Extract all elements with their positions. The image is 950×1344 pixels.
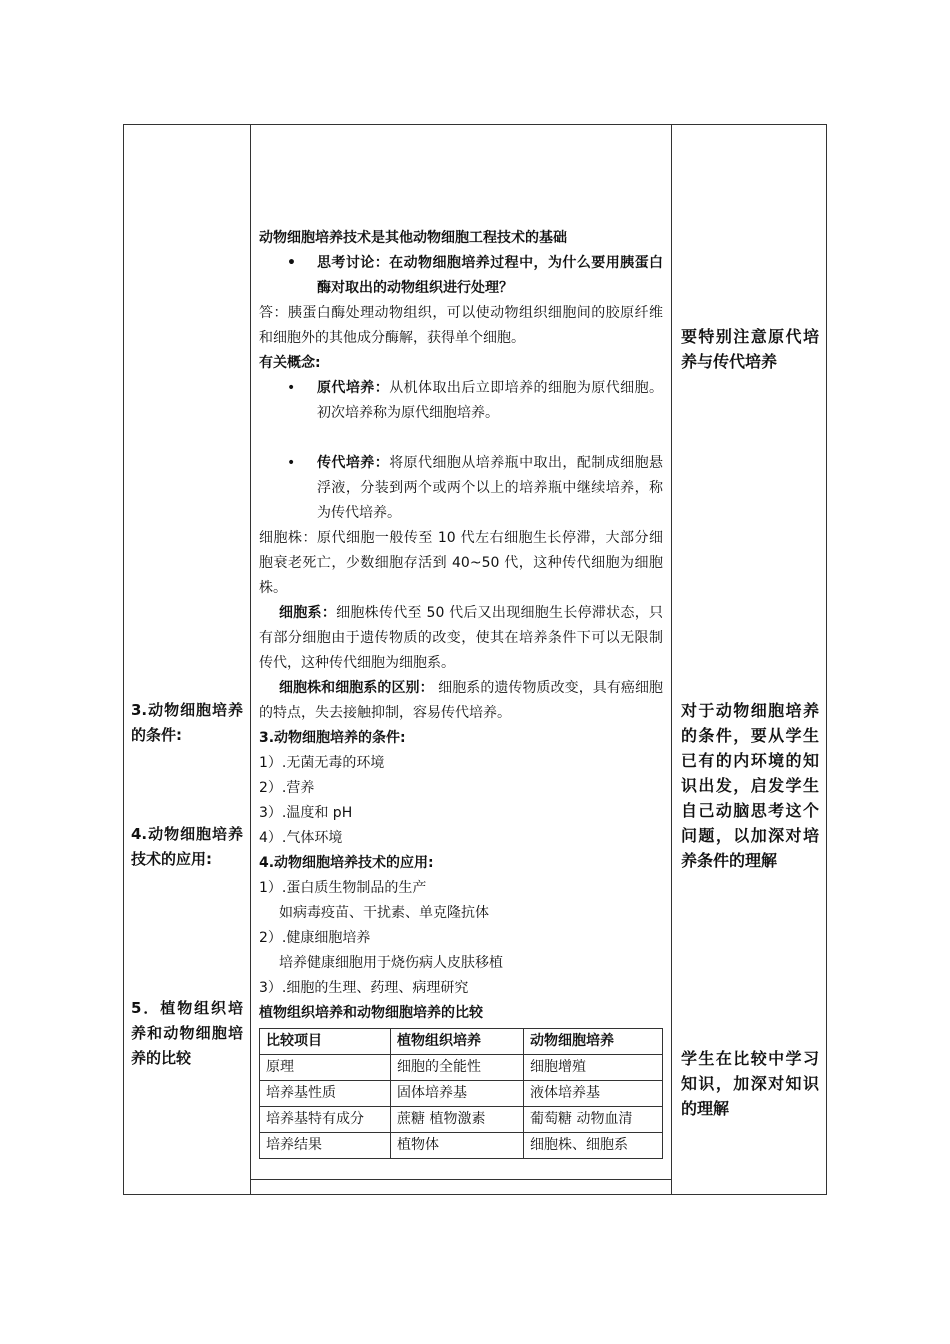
- intro-line: 动物细胞培养技术是其他动物细胞工程技术的基础: [259, 230, 567, 246]
- difference-term: 细胞株和细胞系的区别：: [279, 680, 434, 696]
- teaching-note-2: 对于动物细胞培养的条件，要从学生已有的内环境的知识出发，启发学生自己动脑思考这个问题，以加深对培养条件的理解: [681, 701, 819, 870]
- discussion-bullet: [259, 251, 663, 301]
- table-cell: 葡萄糖 动物血清: [524, 1107, 663, 1133]
- bullet-icon: •: [287, 455, 296, 471]
- table-cell: 固体培养基: [391, 1081, 524, 1107]
- condition-item: 4）.气体环境: [259, 830, 343, 846]
- primary-culture-term: 原代培养：: [317, 380, 390, 396]
- table-row: [260, 1133, 663, 1159]
- table-header-cell: 植物组织培养: [391, 1029, 524, 1055]
- passage-culture-term: 传代培养：: [317, 455, 390, 471]
- primary-culture-text: 从机体取出后立即培养的细胞为原代细胞。初次培养称为原代细胞培养。: [317, 380, 664, 421]
- column-divider: [250, 124, 251, 1195]
- table-cell: 液体培养基: [524, 1081, 663, 1107]
- application-item: 2）.健康细胞培养: [259, 930, 371, 946]
- cell-bottom-rule: [251, 1179, 671, 1180]
- column-divider: [671, 124, 672, 1195]
- table-cell: 培养结果: [260, 1133, 391, 1159]
- table-cell: 培养基性质: [260, 1081, 391, 1107]
- discussion-text: 思考讨论：在动物细胞培养过程中，为什么要用胰蛋白酶对取出的动物组织进行处理？: [317, 255, 663, 296]
- conditions-title: 3.动物细胞培养的条件:: [259, 730, 406, 746]
- table-cell: 原理: [260, 1055, 391, 1081]
- table-cell: 蔗糖 植物激素: [391, 1107, 524, 1133]
- comparison-table: [259, 1028, 663, 1159]
- condition-item: 2）.营养: [259, 780, 315, 796]
- teaching-note-3: 学生在比较中学习知识，加深对知识的理解: [681, 1049, 819, 1118]
- table-header-row: [260, 1029, 663, 1055]
- cell-strain-text: 细胞株：原代细胞一般传至 10 代左右细胞生长停滞，大部分细胞衰老死亡，少数细胞存活到 40~50 代，这种传代细胞为细胞株。: [259, 530, 663, 596]
- condition-item: 3）.温度和 pH: [259, 805, 353, 821]
- application-item: 3）.细胞的生理、药理、病理研究: [259, 980, 469, 996]
- answer-text: 答：胰蛋白酶处理动物组织，可以使动物组织细胞间的胶原纤维和细胞外的其他成分酶解，获得单个细胞。: [259, 305, 663, 346]
- section-3-heading: 3.动物细胞培养的条件:: [131, 701, 243, 744]
- table-row: [260, 1107, 663, 1133]
- cell-line-paragraph: [259, 601, 663, 676]
- table-header-cell: 比较项目: [260, 1029, 391, 1055]
- difference-paragraph: [259, 676, 663, 726]
- passage-culture-text: 将原代细胞从培养瓶中取出，配制成细胞悬浮液，分装到两个或两个以上的培养瓶中继续培养，称为传代培养。: [317, 455, 664, 521]
- table-cell: 细胞的全能性: [391, 1055, 524, 1081]
- condition-item: 1）.无菌无毒的环境: [259, 755, 385, 771]
- main-content: [259, 226, 663, 1159]
- table-cell: 细胞增殖: [524, 1055, 663, 1081]
- concepts-title: 有关概念:: [259, 355, 321, 371]
- primary-culture-bullet: [259, 376, 663, 426]
- application-detail: 如病毒疫苗、干扰素、单克隆抗体: [279, 905, 489, 921]
- table-cell: 细胞株、细胞系: [524, 1133, 663, 1159]
- application-detail: 培养健康细胞用于烧伤病人皮肤移植: [279, 955, 503, 971]
- passage-culture-bullet: [259, 451, 663, 526]
- table-row: [260, 1081, 663, 1107]
- table-cell: 植物体: [391, 1133, 524, 1159]
- section-5-heading: 5．植物组织培养和动物细胞培养的比较: [131, 999, 243, 1067]
- table-cell: 培养基特有成分: [260, 1107, 391, 1133]
- difference-text: 细胞系的遗传物质改变，具有癌细胞的特点，失去接触抑制，容易传代培养。: [259, 680, 664, 721]
- cell-line-text: 细胞株传代至 50 代后又出现细胞生长停滞状态，只有部分细胞由于遗传物质的改变，使其在培养条件下可以无限制传代，这种传代细胞为细胞系。: [259, 605, 663, 671]
- table-header-cell: 动物细胞培养: [524, 1029, 663, 1055]
- cell-line-term: 细胞系：: [279, 605, 337, 621]
- application-item: 1）.蛋白质生物制品的生产: [259, 880, 427, 896]
- teaching-note-1: 要特别注意原代培养与传代培养: [681, 327, 819, 371]
- applications-title: 4.动物细胞培养技术的应用:: [259, 855, 434, 871]
- section-4-heading: 4.动物细胞培养技术的应用:: [131, 825, 243, 868]
- bullet-icon: •: [287, 255, 296, 271]
- bullet-icon: •: [287, 380, 296, 396]
- table-row: [260, 1055, 663, 1081]
- comparison-title: 植物组织培养和动物细胞培养的比较: [259, 1005, 483, 1021]
